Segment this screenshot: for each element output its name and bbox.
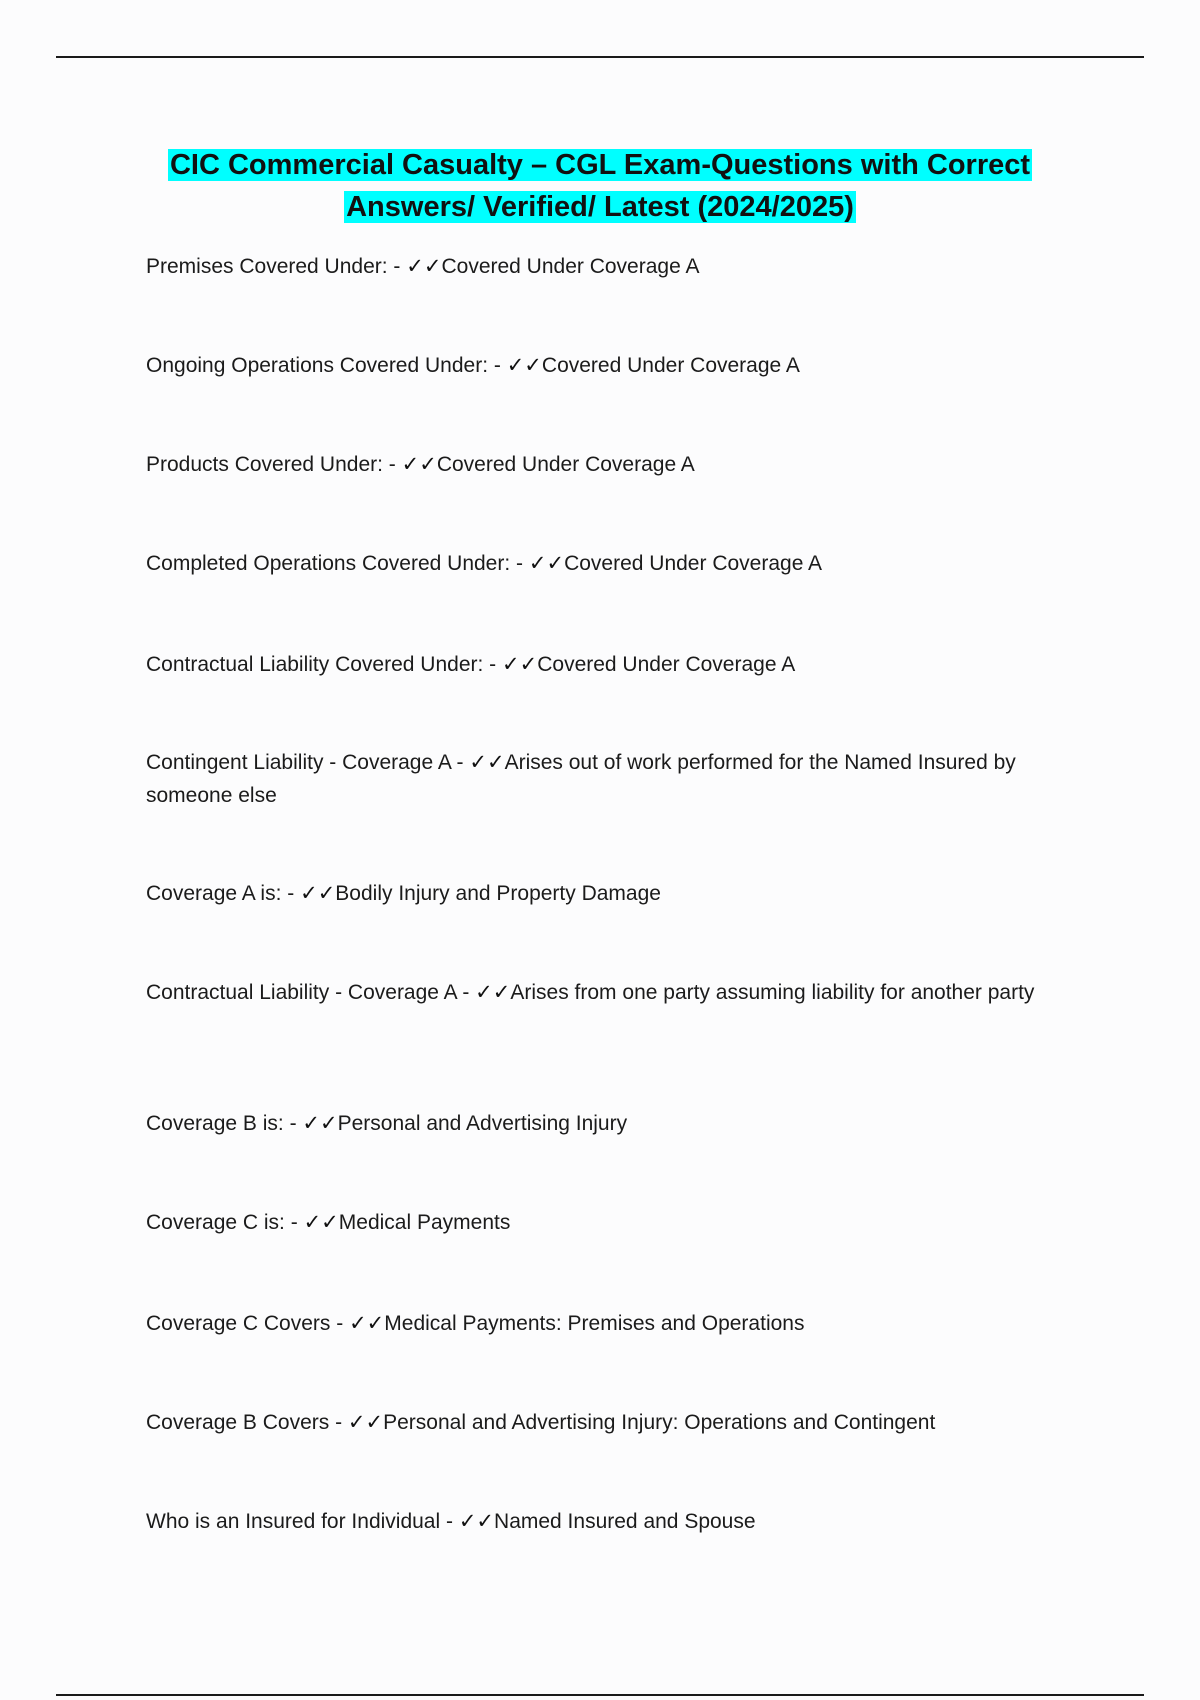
qa-item [146,1206,1066,1239]
check-icon: ✓✓ [469,751,505,774]
separator: - [281,882,301,905]
question: Contractual Liability - Coverage A [146,981,457,1004]
question: Coverage B Covers [146,1411,330,1434]
qa-item [146,1406,1066,1439]
question: Coverage C Covers [146,1312,331,1335]
answer: Arises out of work performed for the Named Insured by someone else [146,751,1016,807]
answer: Covered Under Coverage A [436,453,695,476]
separator: - [284,1211,304,1234]
question: Products Covered Under: [146,453,383,476]
separator: - [283,1112,303,1135]
check-icon: ✓✓ [458,1510,495,1533]
answer: Arises from one party assuming liability for another party [510,981,1035,1004]
qa-item [146,250,1066,283]
question: Who is an Insured for Individual [146,1510,441,1533]
separator: - [440,1510,459,1533]
question: Premises Covered Under: [146,255,388,278]
answer: Covered Under Coverage A [441,255,700,278]
answer: Personal and Advertising Injury: Operations and Contingent [383,1411,936,1434]
qa-item [146,877,1066,910]
check-icon: ✓✓ [401,453,437,476]
separator: - [329,1411,348,1434]
question: Contingent Liability - Coverage A [146,751,451,774]
qa-item [146,448,1066,481]
qa-item [146,1107,1066,1140]
answer: Personal and Advertising Injury [337,1112,628,1135]
question: Coverage B is: [146,1112,284,1135]
qa-item [146,349,1066,382]
page-title-highlight: CIC Commercial Casualty – CGL Exam-Questions with Correct Answers/ Verified/ Latest (2024/2025) [169,149,1031,223]
check-icon: ✓✓ [300,882,336,905]
question: Coverage C is: [146,1211,285,1234]
qa-item [146,976,1066,1009]
qa-item [146,547,1066,580]
footer-rule [56,1694,1144,1696]
question: Ongoing Operations Covered Under: [146,354,489,377]
qa-item [146,648,1066,681]
answer: Bodily Injury and Property Damage [335,882,661,905]
answer: Covered Under Coverage A [541,354,800,377]
answer: Covered Under Coverage A [564,552,823,575]
check-icon: ✓✓ [528,552,565,575]
qa-item [146,1505,1066,1538]
question: Completed Operations Covered Under: [146,552,511,575]
separator: - [330,1312,350,1335]
header-rule [56,56,1144,58]
qa-item [146,746,1066,812]
check-icon: ✓✓ [347,1411,384,1434]
check-icon: ✓✓ [303,1211,339,1234]
question: Coverage A is: [146,882,282,905]
check-icon: ✓✓ [475,981,511,1004]
answer: Covered Under Coverage A [537,653,796,676]
separator: - [450,751,470,774]
check-icon: ✓✓ [406,255,442,278]
answer: Medical Payments [338,1211,511,1234]
separator: - [510,552,529,575]
qa-item [146,1307,1066,1340]
page-title [130,144,1070,228]
separator: - [456,981,476,1004]
check-icon: ✓✓ [349,1312,385,1335]
check-icon: ✓✓ [502,653,538,676]
question: Contractual Liability Covered Under: [146,653,484,676]
separator: - [382,453,402,476]
check-icon: ✓✓ [506,354,542,377]
check-icon: ✓✓ [302,1112,338,1135]
separator: - [488,354,507,377]
answer: Named Insured and Spouse [494,1510,756,1533]
answer: Medical Payments: Premises and Operations [384,1312,805,1335]
separator: - [387,255,407,278]
separator: - [483,653,503,676]
